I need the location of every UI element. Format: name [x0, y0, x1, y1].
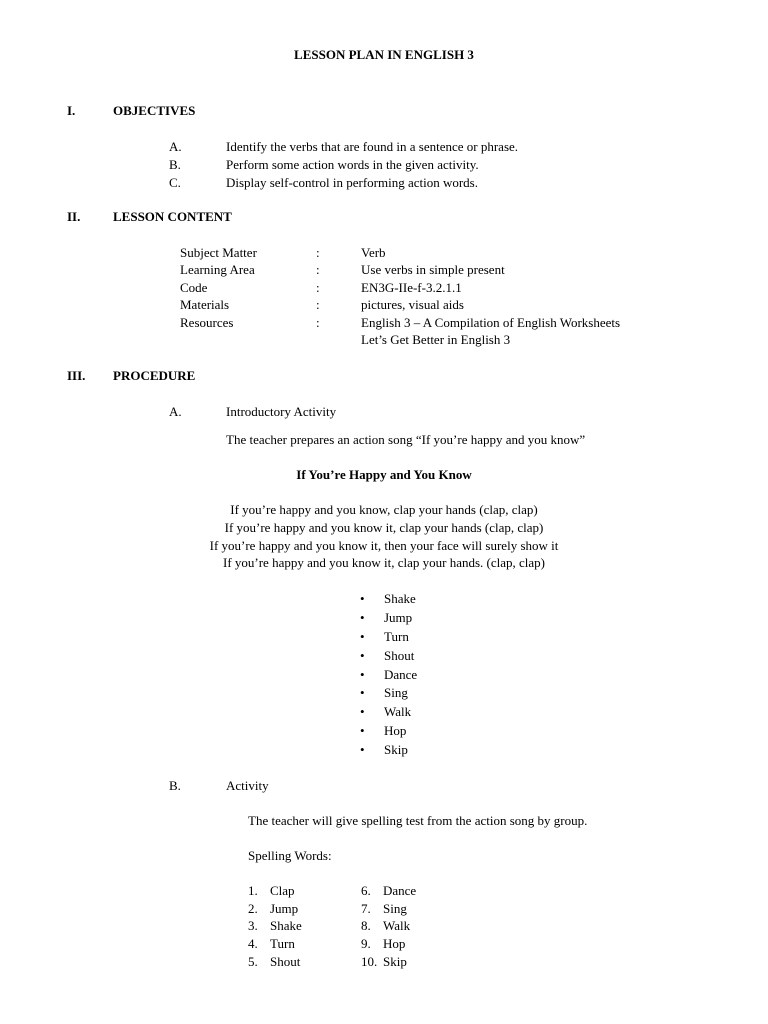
content-value: English 3 – A Compilation of English Worksheets [361, 315, 621, 330]
section-numeral: III. [67, 368, 86, 383]
content-separator: : [316, 262, 320, 277]
spelling-word: Sing [383, 901, 407, 916]
action-word: Hop [384, 723, 407, 738]
list-item [360, 590, 416, 607]
list-item [361, 953, 407, 970]
bullet-icon: • [360, 704, 365, 719]
content-value: pictures, visual aids [361, 297, 464, 312]
spelling-words-label: Spelling Words: [248, 848, 332, 863]
list-item [248, 900, 298, 917]
list-number: 7. [361, 901, 371, 916]
list-item [360, 666, 417, 683]
content-value-continued: Let’s Get Better in English 3 [361, 332, 511, 347]
spelling-word: Hop [383, 936, 406, 951]
action-word: Dance [384, 667, 418, 682]
list-item [361, 882, 416, 899]
content-label: Resources [180, 315, 234, 330]
list-item [360, 741, 408, 758]
song-lyric: If you’re happy and you know, clap your hands (clap, clap) [230, 502, 538, 517]
list-item [360, 722, 406, 739]
spelling-word: Skip [383, 954, 407, 969]
content-label: Subject Matter [180, 245, 257, 260]
content-label: Materials [180, 297, 230, 312]
list-number: 9. [361, 936, 371, 951]
objective-text: Identify the verbs that are found in a sentence or phrase. [226, 139, 519, 154]
list-item [361, 900, 407, 917]
list-number: 5. [248, 954, 258, 969]
content-label: Learning Area [180, 262, 255, 277]
bullet-icon: • [360, 685, 365, 700]
section-heading-procedure: PROCEDURE [113, 368, 196, 383]
list-number: 2. [248, 901, 258, 916]
spelling-word: Dance [383, 883, 417, 898]
content-separator: : [316, 315, 320, 330]
objective-text: Perform some action words in the given activity. [226, 157, 479, 172]
bullet-icon: • [360, 591, 365, 606]
song-lyric: If you’re happy and you know it, then your face will surely show it [209, 538, 559, 553]
content-value: Verb [361, 245, 386, 260]
action-word: Sing [384, 685, 408, 700]
spelling-word: Jump [270, 901, 299, 916]
section-heading-lesson-content: LESSON CONTENT [113, 209, 232, 224]
content-separator: : [316, 245, 320, 260]
list-item [248, 917, 302, 934]
procedure-text: The teacher prepares an action song “If you’re happy and you know” [226, 432, 586, 447]
song-title: If You’re Happy and You Know [296, 467, 472, 482]
procedure-letter: B. [169, 778, 181, 793]
list-item [361, 935, 405, 952]
list-item [360, 647, 414, 664]
bullet-icon: • [360, 629, 365, 644]
action-word: Skip [384, 742, 408, 757]
action-word: Walk [384, 704, 412, 719]
bullet-icon: • [360, 667, 365, 682]
list-number: 8. [361, 918, 371, 933]
procedure-label: Activity [226, 778, 269, 793]
section-heading-objectives: OBJECTIVES [113, 103, 196, 118]
list-item [248, 953, 300, 970]
list-item [248, 935, 295, 952]
page-title: LESSON PLAN IN ENGLISH 3 [294, 47, 474, 62]
bullet-icon: • [360, 610, 365, 625]
list-number: 6. [361, 883, 371, 898]
action-word: Turn [384, 629, 409, 644]
list-item [360, 684, 408, 701]
content-label: Code [180, 280, 208, 295]
song-lyric: If you’re happy and you know it, clap your hands (clap, clap) [224, 520, 544, 535]
bullet-icon: • [360, 648, 365, 663]
list-item [360, 628, 409, 645]
list-item [360, 703, 411, 720]
objective-letter: A. [169, 139, 182, 154]
procedure-label: Introductory Activity [226, 404, 337, 419]
list-number: 4. [248, 936, 258, 951]
section-numeral: I. [67, 103, 76, 118]
spelling-word: Clap [270, 883, 295, 898]
action-word: Jump [384, 610, 413, 625]
list-number: 3. [248, 918, 258, 933]
list-number: 1. [248, 883, 258, 898]
objective-letter: B. [169, 157, 181, 172]
procedure-text: The teacher will give spelling test from the action song by group. [248, 813, 588, 828]
list-item [248, 882, 295, 899]
spelling-word: Shake [270, 918, 302, 933]
section-numeral: II. [67, 209, 81, 224]
objective-text: Display self-control in performing action words. [226, 175, 478, 190]
action-word: Shake [384, 591, 416, 606]
bullet-icon: • [360, 723, 365, 738]
list-item [361, 917, 410, 934]
bullet-icon: • [360, 742, 365, 757]
list-item [360, 609, 412, 626]
spelling-word: Turn [270, 936, 295, 951]
content-value: EN3G-IIe-f-3.2.1.1 [361, 280, 462, 295]
content-separator: : [316, 297, 320, 312]
list-number: 10. [361, 954, 378, 969]
procedure-letter: A. [169, 404, 182, 419]
objective-letter: C. [169, 175, 181, 190]
spelling-word: Walk [383, 918, 411, 933]
action-word: Shout [384, 648, 415, 663]
content-value: Use verbs in simple present [361, 262, 505, 277]
content-separator: : [316, 280, 320, 295]
song-lyric: If you’re happy and you know it, clap your hands. (clap, clap) [222, 555, 545, 570]
spelling-word: Shout [270, 954, 301, 969]
